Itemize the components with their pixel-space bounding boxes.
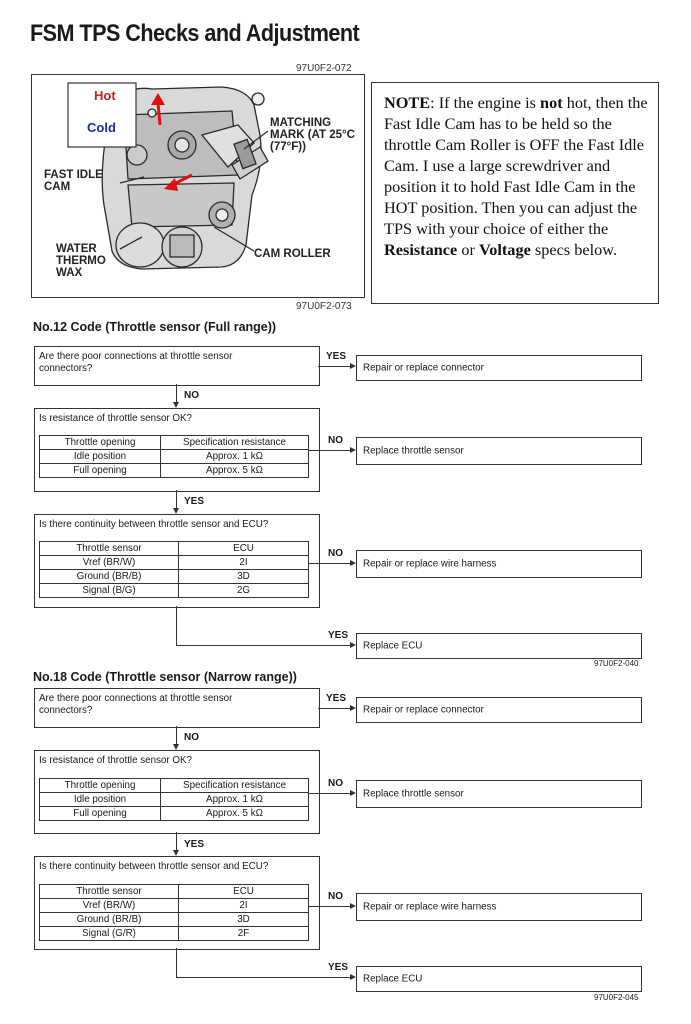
no-label: NO	[328, 891, 343, 902]
question-box	[34, 346, 320, 386]
yes-label: YES	[184, 839, 205, 850]
connector-line	[176, 645, 352, 646]
question-text: Is resistance of throttle sensor OK?	[39, 413, 193, 424]
result-box	[356, 780, 642, 808]
no-label: NO	[328, 548, 343, 559]
result-text: Repair or replace connector	[363, 704, 484, 716]
result-box	[356, 355, 642, 381]
note-box	[371, 82, 659, 304]
result-box	[356, 966, 642, 992]
connector-line	[309, 906, 352, 907]
connector-line	[176, 977, 352, 978]
yes-label: YES	[326, 351, 347, 362]
result-box	[356, 893, 642, 921]
yes-label: YES	[328, 630, 349, 641]
result-text: Replace throttle sensor	[363, 788, 464, 800]
question-text: Is there continuity between throttle sensor and ECU?	[39, 861, 269, 872]
resistance-spec-table: Throttle opening Specification resistance Idle position Approx. 1 kΩ Full opening Approx. 5 kΩ	[39, 435, 309, 478]
result-box	[356, 697, 642, 723]
result-text: Repair or replace wire harness	[363, 558, 497, 570]
continuity-table: Throttle sensor ECU Vref (BR/W) 2I Ground (BR/B) 3D Signal (G/R) 2F	[39, 884, 309, 941]
section-title: No.12 Code (Throttle sensor (Full range))	[33, 320, 277, 334]
resistance-spec-table: Throttle opening Specification resistance Idle position Approx. 1 kΩ Full opening Approx. 5 kΩ	[39, 778, 309, 821]
yes-label: YES	[184, 496, 205, 507]
label-matching-mark: MATCHING MARK (AT 25°C (77°F))	[270, 117, 355, 153]
throttle-body-figure	[31, 74, 365, 298]
no-label: NO	[184, 732, 199, 743]
figure-code: 97U0F2-045	[594, 993, 639, 1002]
result-text: Repair or replace wire harness	[363, 901, 497, 913]
question-text: Is resistance of throttle sensor OK?	[39, 755, 193, 766]
result-box	[356, 550, 642, 578]
connector-line	[309, 450, 352, 451]
legend-cold: Cold	[87, 120, 116, 135]
label-fast-idle-cam: FAST IDLE CAM	[44, 169, 103, 193]
connector-line	[318, 366, 352, 367]
question-text: Are there poor connections at throttle sensor connectors?	[39, 351, 233, 374]
figure-code: 97U0F2-040	[594, 659, 639, 668]
connector-line	[309, 793, 352, 794]
connector-line	[309, 563, 352, 564]
result-text: Repair or replace connector	[363, 362, 484, 374]
connector-line	[176, 948, 177, 978]
note-text: NOTE: If the engine is not hot, then the Fast Idle Cam has to be held so the throttle Cam Roller is OFF the Fast Idle Cam. I use a large screwdriver and position it to hold Fast Idle Cam in the HOT position. Then you can adjust the TPS with your choice of either the Resistance or Voltage specs below.	[384, 93, 648, 259]
no-label: NO	[184, 390, 199, 401]
connector-line	[318, 708, 352, 709]
no-label: NO	[328, 435, 343, 446]
question-text: Is there continuity between throttle sensor and ECU?	[39, 519, 269, 530]
yes-label: YES	[326, 693, 347, 704]
yes-label: YES	[328, 962, 349, 973]
connector-line	[176, 606, 177, 646]
figure-bottom-code: 97U0F2-073	[296, 301, 352, 312]
section-title: No.18 Code (Throttle sensor (Narrow range))	[33, 670, 297, 684]
label-cam-roller: CAM ROLLER	[254, 248, 331, 260]
no-label: NO	[328, 778, 343, 789]
page-title: FSM TPS Checks and Adjustment	[30, 20, 360, 47]
label-water-thermo-wax: WATER THERMO WAX	[56, 243, 106, 279]
legend-hot: Hot	[94, 88, 116, 103]
result-text: Replace ECU	[363, 973, 423, 985]
result-box	[356, 437, 642, 465]
question-box	[34, 688, 320, 728]
result-box	[356, 633, 642, 659]
result-text: Replace throttle sensor	[363, 445, 464, 457]
continuity-table: Throttle sensor ECU Vref (BR/W) 2I Ground (BR/B) 3D Signal (B/G) 2G	[39, 541, 309, 598]
result-text: Replace ECU	[363, 640, 423, 652]
question-text: Are there poor connections at throttle sensor connectors?	[39, 693, 233, 716]
figure-top-code: 97U0F2-072	[296, 63, 352, 74]
